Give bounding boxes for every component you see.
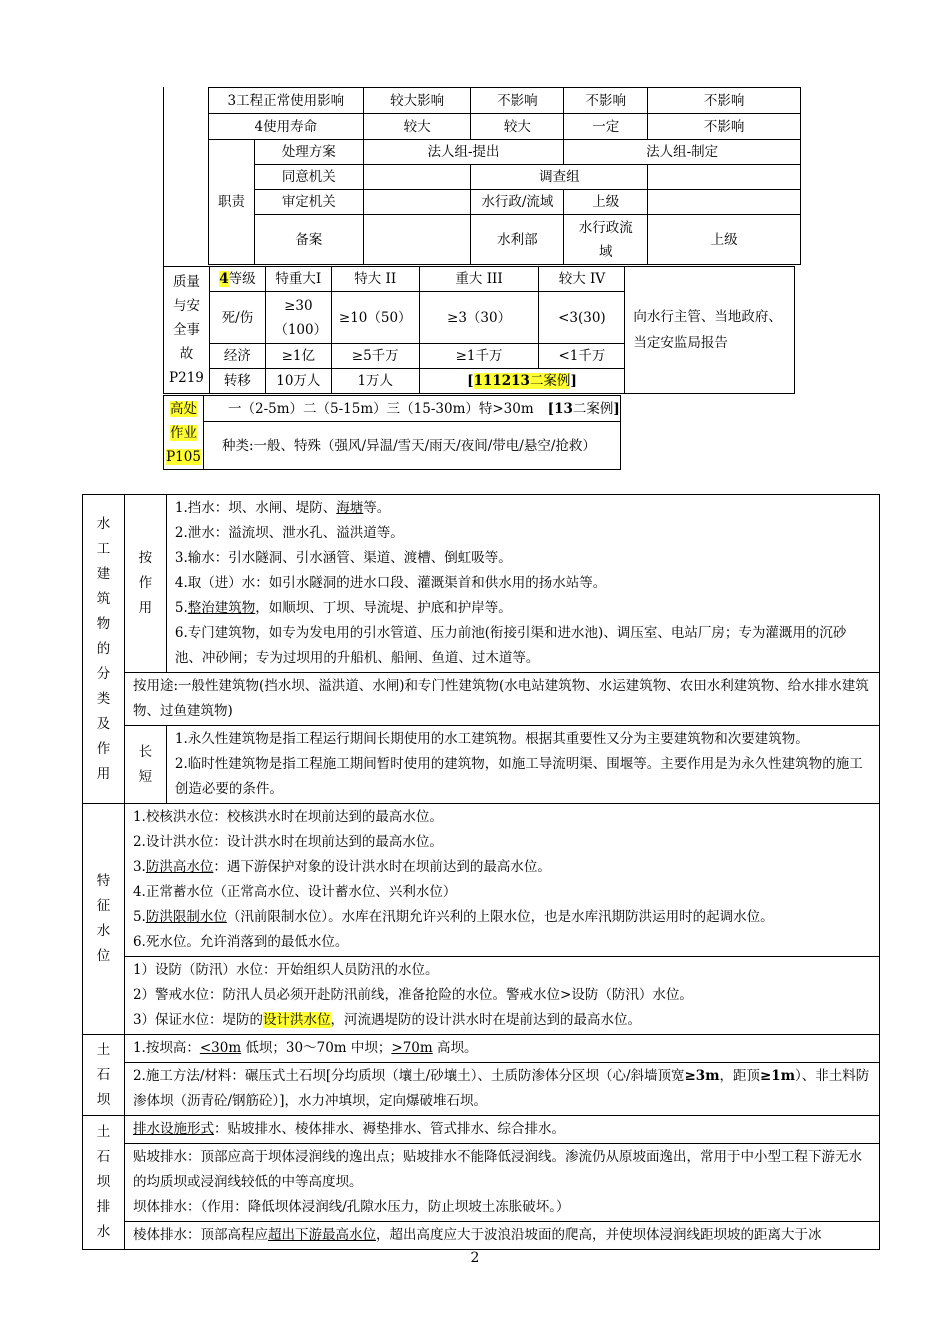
side-char: 建	[96, 565, 111, 582]
side-char: 故	[179, 346, 194, 362]
accident-grade-table	[163, 266, 795, 394]
side-char: 作	[138, 575, 153, 591]
accident-side-label	[164, 267, 210, 394]
list-item: 2.设计洪水位：设计洪水时在坝前达到的最高水位。	[132, 834, 443, 850]
list-item: 1.校核洪水位：校核洪水时在坝前达到的最高水位。	[132, 809, 443, 825]
duration-list	[166, 726, 879, 804]
empty-cell	[363, 165, 471, 190]
move-case-cell	[419, 369, 625, 394]
page-number: 2	[470, 1250, 480, 1266]
move-label: 转移	[209, 369, 265, 394]
list-item: 2）警戒水位：防汛人员必须开赴防汛前线，准备抢险的水位。警戒水位>设防（防汛）水位。	[132, 987, 693, 1003]
side-char: 类	[96, 690, 111, 707]
empty-cell	[363, 190, 471, 215]
case-number: 13	[554, 400, 573, 417]
side-char: 高处	[169, 400, 197, 417]
side-char: P105	[166, 448, 201, 465]
death-cell: ≥3（30）	[419, 292, 539, 344]
side-char: 水	[96, 1224, 111, 1240]
side-char: 坝	[96, 1174, 111, 1190]
econ-cell: <1千万	[539, 344, 625, 369]
econ-cell: ≥1千万	[419, 344, 539, 369]
side-char: 水	[96, 515, 111, 532]
record-cell: 水利部	[471, 215, 564, 265]
move-cell: 10万人	[265, 369, 331, 394]
level-header: 特大 II	[331, 267, 419, 292]
grade-number: 4	[219, 271, 229, 287]
side-char: 作业	[169, 424, 197, 441]
height-kinds: 种类:一般、特殊（强风/异温/雪天/雨天/夜间/带电/悬空/抢救）	[203, 422, 620, 470]
by-function-list	[166, 495, 879, 673]
water-level-list	[124, 804, 879, 957]
side-char: 短	[138, 768, 153, 785]
list-item: 4.取（进）水：如引水隧洞的进水口段、灌溉渠首和供水用的扬水站等。	[174, 575, 607, 591]
plan-label: 处理方案	[254, 140, 363, 165]
grade-header	[209, 267, 265, 292]
life-cell: 一定	[564, 114, 648, 140]
record-cell	[564, 215, 648, 265]
side-char: 排	[96, 1199, 111, 1215]
list-item: 2.临时性建筑物是指工程施工期间暂时使用的建筑物，如施工导流明渠、围堰等。主要作用是为永久性建筑物的施工创造必要的条件。	[174, 756, 863, 797]
case-label: 二案例	[572, 400, 614, 417]
side-char: 物	[96, 615, 111, 632]
level-header: 特重大I	[265, 267, 331, 292]
case-number: 111213	[473, 373, 530, 389]
height-side-label	[164, 396, 204, 470]
list-item: 1.永久性建筑物是指工程运行期间长期使用的水工建筑物。根据其重要性又分为主要建筑物和次要建筑物。	[174, 731, 809, 747]
plan-cell: 法人组-制定	[564, 140, 801, 165]
impact-cell: 不影响	[564, 88, 648, 114]
side-char: 全事	[172, 322, 200, 338]
death-cell: <3(30)	[539, 292, 625, 344]
height-work-table	[163, 395, 621, 470]
bracket: ]	[613, 400, 620, 417]
side-char: 石	[96, 1066, 111, 1083]
list-item: 3）保证水位：堤防的设计洪水位，河流遇堤防的设计洪水时在堤前达到的最高水位。	[132, 1012, 642, 1028]
level-header: 重大 III	[419, 267, 539, 292]
drain-forms: 排水设施形式：贴坡排水、棱体排水、褥垫排水、管式排水、综合排水。	[124, 1116, 879, 1144]
list-item: 3.防洪高水位：遇下游保护对象的设计洪水时在坝前达到的最高水位。	[132, 859, 551, 875]
list-item: 5.防洪限制水位（汛前限制水位）。水库在汛期允许兴利的上限水位，也是水库汛期防洪运用时的起调水位。	[132, 909, 774, 925]
bracket: [	[467, 373, 474, 389]
bracket: ]	[570, 373, 577, 389]
side-char: 与安	[172, 298, 200, 314]
life-cell: 较大	[363, 114, 471, 140]
move-cell: 1万人	[331, 369, 419, 394]
drain-label	[83, 1116, 125, 1250]
impact-cell: 较大影响	[363, 88, 471, 114]
record-label: 备案	[254, 215, 363, 265]
by-function-label	[124, 495, 166, 673]
list-item: 4.正常蓄水位（正常高水位、设计蓄水位、兴利水位）	[132, 884, 457, 900]
empty-cell	[648, 165, 801, 190]
impact-cell: 不影响	[648, 88, 801, 114]
side-char: 用	[96, 765, 111, 782]
side-char: 用	[138, 600, 153, 616]
side-char: 工	[96, 540, 111, 557]
body-drain: 坝体排水：（作用：降低坝体浸润线/孔隙水压力，防止坝坡土冻胀破坏。）	[132, 1199, 570, 1215]
plan-cell: 法人组-提出	[363, 140, 564, 165]
duty-label: 职责	[209, 140, 255, 265]
dam-method-text: 2.施工方法/材料：碾压式土石坝[分均质坝（壤土/砂壤土）、土质防渗体分区坝（心/斜墙顶宽≥3m，距顶≥1m）、非土料防渗体坝（沥青砼/钢筋砼）]，水力冲填坝，定向爆破堆石坝。	[124, 1063, 879, 1116]
record-cell: 上级	[648, 215, 801, 265]
drain-details	[124, 1144, 879, 1222]
side-char: 质量	[172, 274, 200, 290]
side-char: 分	[96, 665, 111, 682]
report-note: 向水行主管、当地政府、当定安监局报告	[625, 267, 795, 394]
left-vertical-line	[163, 87, 164, 266]
slope-drain: 贴坡排水：顶部应高于坝体浸润线的逸出点；贴坡排水不能降低浸润线。渗流仍从原坡面逸出，常用于中小型工程下游无水的均质坝或浸润线较低的中等高度坝。	[132, 1149, 862, 1190]
death-cell	[265, 292, 331, 344]
life-cell: 较大	[471, 114, 564, 140]
prism-drain: 棱体排水：顶部高程应超出下游最高水位，超出高度应大于波浪沿坡面的爬高，并使坝体浸润线距坝坡的距离大于冰	[124, 1222, 879, 1250]
death-value: ≥30（100）	[274, 297, 328, 338]
side-char: 土	[96, 1041, 111, 1058]
side-char: 位	[96, 948, 111, 964]
impact-cell: 不影响	[471, 88, 564, 114]
list-item: 6.死水位。允许消落到的最低水位。	[132, 934, 349, 950]
hydraulic-structure-table	[82, 494, 880, 1250]
side-char: 征	[96, 898, 111, 914]
side-char: 按	[138, 550, 153, 566]
review-cell: 上级	[564, 190, 648, 215]
side-char: 水	[96, 923, 111, 939]
level-header: 较大 IV	[539, 267, 625, 292]
levels-text: 一（2-5m）二（5-15m）三（15-30m）特>30m	[227, 400, 534, 417]
height-levels	[203, 396, 620, 422]
record-text: 水行政流域	[578, 219, 633, 260]
econ-cell: ≥1亿	[265, 344, 331, 369]
empty-cell	[363, 215, 471, 265]
life-cell: 不影响	[648, 114, 801, 140]
review-cell: 水行政/流域	[471, 190, 564, 215]
dam-height-text: 1.按坝高：<30m 低坝；30～70m 中坝；>70m 高坝。	[124, 1035, 879, 1063]
death-label: 死/伤	[209, 292, 265, 344]
list-item: 3.输水：引水隧洞、引水涵管、渠道、渡槽、倒虹吸等。	[174, 550, 512, 566]
side-char: P219	[169, 370, 204, 386]
econ-cell: ≥5千万	[331, 344, 419, 369]
side-char: 的	[96, 640, 111, 657]
side-char: 土	[96, 1124, 111, 1140]
by-use-text: 按用途:一般性建筑物(挡水坝、溢洪道、水闸)和专门性建筑物(水电站建筑物、水运建筑物、农田水利建筑物、给水排水建筑物、过鱼建筑物)	[124, 673, 879, 726]
agree-cell: 调查组	[471, 165, 648, 190]
agree-label: 同意机关	[254, 165, 363, 190]
side-char: 及	[96, 715, 111, 732]
side-char: 特	[96, 873, 111, 889]
review-label: 审定机关	[254, 190, 363, 215]
case-label: 二案例	[529, 373, 571, 389]
flood-level-list	[124, 957, 879, 1035]
bracket: [	[547, 400, 555, 417]
earth-dam-label	[83, 1035, 125, 1116]
list-item: 1.挡水：坝、水闸、堤防、海塘等。	[174, 500, 391, 516]
list-item: 1）设防（防汛）水位：开始组织人员防汛的水位。	[132, 962, 439, 978]
side-char: 长	[138, 743, 153, 760]
water-level-label	[83, 804, 125, 1035]
duration-label	[124, 726, 166, 804]
list-item: 5.整治建筑物，如顺坝、丁坝、导流堤、护底和护岸等。	[174, 600, 512, 616]
side-char: 筑	[96, 590, 111, 607]
side-char: 坝	[96, 1091, 111, 1108]
life-label: 4使用寿命	[209, 114, 364, 140]
empty-cell	[648, 190, 801, 215]
econ-label: 经济	[209, 344, 265, 369]
list-item: 2.泄水：溢流坝、泄水孔、溢洪道等。	[174, 525, 404, 541]
death-cell: ≥10（50）	[331, 292, 419, 344]
hydraulic-label	[83, 495, 125, 804]
grade-label: 等级	[228, 271, 256, 287]
list-item: 6.专门建筑物，如专为发电用的引水管道、压力前池(衔接引渠和进水池)、调压室、电站厂房；专为灌溉用的沉砂池、冲砂闸；专为过坝用的升船机、船闸、鱼道、过木道等。	[174, 625, 847, 666]
treatment-duty-table	[208, 87, 801, 265]
side-char: 作	[96, 740, 111, 757]
side-char: 石	[96, 1149, 111, 1165]
impact-label: 3工程正常使用影响	[209, 88, 364, 114]
